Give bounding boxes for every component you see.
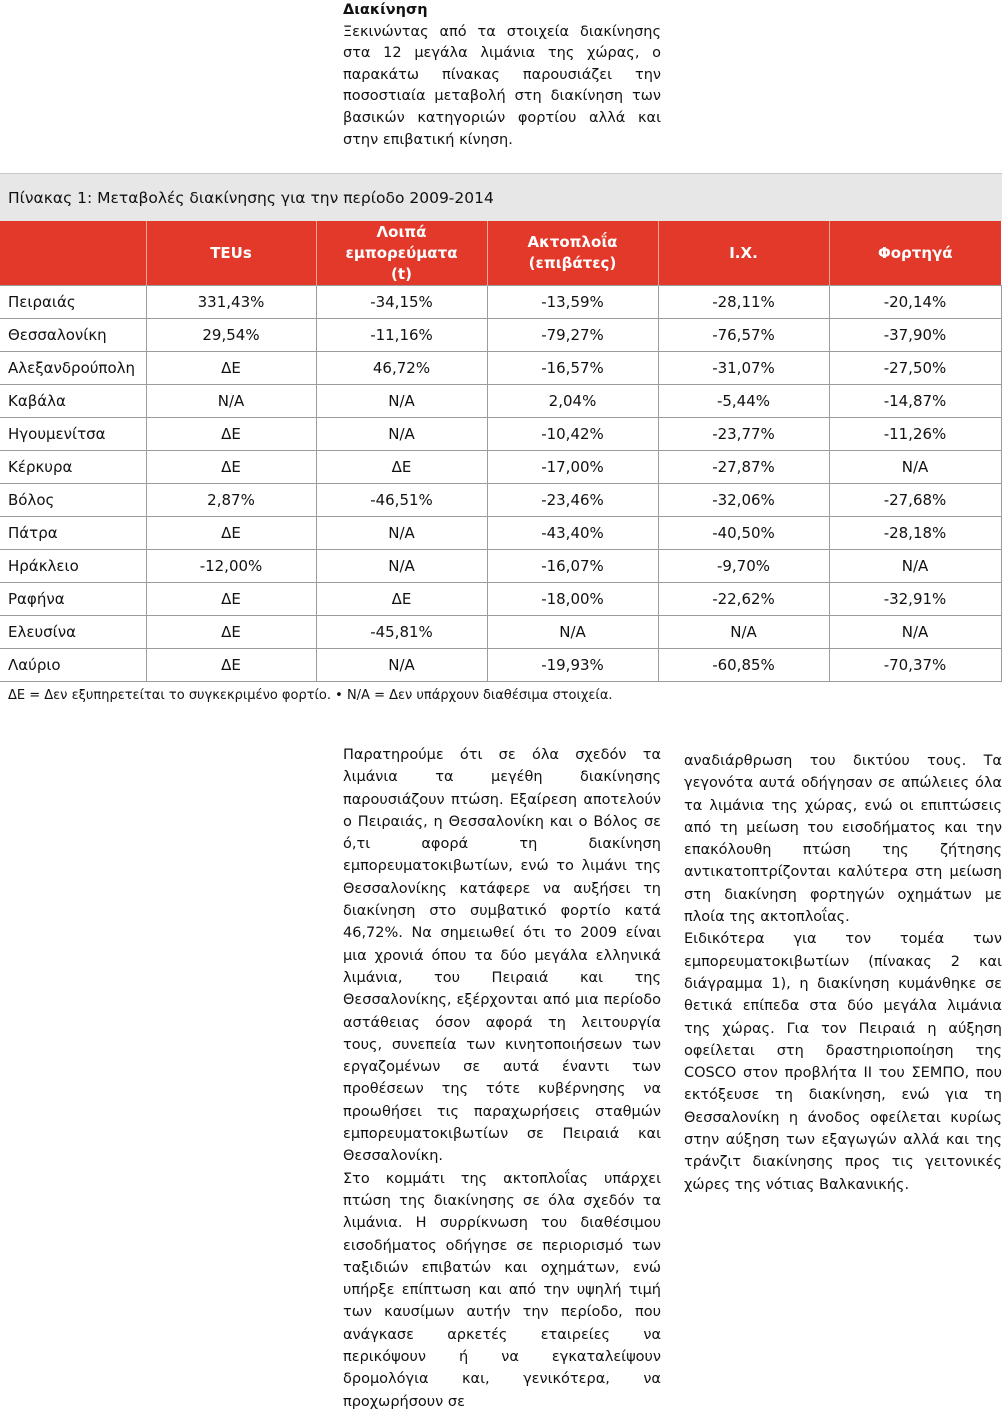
table-row <box>0 286 1001 319</box>
table-row <box>0 616 1001 649</box>
value-cell: -12,00% <box>146 550 316 583</box>
value-cell: N/A <box>316 550 487 583</box>
header-teus: TEUs <box>146 221 316 286</box>
intro-section <box>343 0 661 151</box>
header-private-cars: Ι.Χ. <box>658 221 829 286</box>
value-cell: ΔΕ <box>316 451 487 484</box>
table-row <box>0 484 1001 517</box>
value-cell: -27,87% <box>658 451 829 484</box>
port-name-cell: Ραφήνα <box>0 583 146 616</box>
body-column-left <box>343 744 661 1413</box>
intro-paragraph: Ξεκινώντας από τα στοιχεία διακίνησης στα 12 μεγάλα λιμάνια της χώρας, ο παρακάτω πίνακας παρουσιάζει την ποσοστιαία μεταβολή στη διακίνηση των βασικών κατηγοριών φορτίου αλλά και στην επιβατική κίνηση. <box>343 23 661 148</box>
value-cell: ΔΕ <box>146 352 316 385</box>
value-cell: ΔΕ <box>146 517 316 550</box>
table-row <box>0 517 1001 550</box>
table-row <box>0 649 1001 682</box>
value-cell: ΔΕ <box>146 649 316 682</box>
value-cell: -11,26% <box>829 418 1001 451</box>
value-cell: ΔΕ <box>146 583 316 616</box>
table-caption: Πίνακας 1: Μεταβολές διακίνησης για την περίοδο 2009-2014 <box>0 173 1002 221</box>
value-cell: N/A <box>146 385 316 418</box>
value-cell: -34,15% <box>316 286 487 319</box>
value-cell: -16,07% <box>487 550 658 583</box>
value-cell: -20,14% <box>829 286 1001 319</box>
value-cell: -37,90% <box>829 319 1001 352</box>
value-cell: -46,51% <box>316 484 487 517</box>
table-row <box>0 583 1001 616</box>
table-row <box>0 319 1001 352</box>
body-paragraph: αναδιάρθρωση του δικτύου τους. Τα γεγονότα αυτά οδήγησαν σε απώλειες όλα τα λιμάνια της χώρας, ενώ οι επιπτώσεις από τη μείωση του εισοδήματος και την επακόλουθη πτώση της ζήτησης αντικατοπτρίζονται καλύτερα στη μείωση στη διακίνηση φορτηγών οχημάτων με πλοία της ακτοπλοΐας. <box>684 753 1002 926</box>
table-row <box>0 418 1001 451</box>
table-note: ΔΕ = Δεν εξυπηρετείται το συγκεκριμένο φορτίο. • N/A = Δεν υπάρχουν διαθέσιμα στοιχεία. <box>8 688 613 703</box>
value-cell: N/A <box>316 418 487 451</box>
table-row <box>0 385 1001 418</box>
body-paragraph: Στο κομμάτι της ακτοπλοΐας υπάρχει πτώση της διακίνησης σε όλα σχεδόν τα λιμάνια. Η συρρίκνωση του διαθέσιμου εισοδήματος οδήγησε σε περιορισμό των ταξιδιών επιβατών και οχημάτων, ενώ υπήρξε επίπτωση και από την υψηλή τιμή των καυσίμων αυτήν την περίοδο, που ανάγκασε αρκετές εταιρείες να περικόψουν ή να εγκαταλείψουν δρομολόγια και, γενικότερα, να προχωρήσουν σε <box>343 1170 661 1410</box>
value-cell: -11,16% <box>316 319 487 352</box>
table-row <box>0 451 1001 484</box>
value-cell: -32,06% <box>658 484 829 517</box>
port-name-cell: Κέρκυρα <box>0 451 146 484</box>
section-title: Διακίνηση <box>343 2 428 18</box>
value-cell: -76,57% <box>658 319 829 352</box>
value-cell: -10,42% <box>487 418 658 451</box>
value-cell: 46,72% <box>316 352 487 385</box>
value-cell: 331,43% <box>146 286 316 319</box>
port-name-cell: Πειραιάς <box>0 286 146 319</box>
header-coastal-shipping: Ακτοπλοΐα (επιβάτες) <box>487 221 658 286</box>
port-name-cell: Καβάλα <box>0 385 146 418</box>
value-cell: -9,70% <box>658 550 829 583</box>
value-cell: N/A <box>829 451 1001 484</box>
port-name-cell: Βόλος <box>0 484 146 517</box>
value-cell: -40,50% <box>658 517 829 550</box>
value-cell: -79,27% <box>487 319 658 352</box>
value-cell: 2,87% <box>146 484 316 517</box>
value-cell: ΔΕ <box>146 418 316 451</box>
value-cell: -28,18% <box>829 517 1001 550</box>
value-cell: 2,04% <box>487 385 658 418</box>
value-cell: -19,93% <box>487 649 658 682</box>
value-cell: -13,59% <box>487 286 658 319</box>
value-cell: -31,07% <box>658 352 829 385</box>
value-cell: -28,11% <box>658 286 829 319</box>
value-cell: ΔΕ <box>146 451 316 484</box>
value-cell: -32,91% <box>829 583 1001 616</box>
value-cell: ΔΕ <box>146 616 316 649</box>
port-name-cell: Ελευσίνα <box>0 616 146 649</box>
table-row <box>0 550 1001 583</box>
header-port <box>0 221 146 286</box>
value-cell: -43,40% <box>487 517 658 550</box>
body-paragraph: Παρατηρούμε ότι σε όλα σχεδόν τα λιμάνια τα μεγέθη διακίνησης παρουσιάζουν πτώση. Εξαίρεση αποτελούν ο Πειραιάς, η Θεσσαλονίκη και ο Βόλος σε ό,τι αφορά τη διακίνηση εμπορευματοκιβωτίων, ενώ το λιμάνι της Θεσσαλονίκης κατάφερε να αυξήσει τη διακίνηση στο συμβατικό φορτίο κατά 46,72%. Να σημειωθεί ότι το 2009 είναι μια χρονιά όπου τα δύο μεγάλα ελληνικά λιμάνια, του Πειραιά και της Θεσσαλονίκης, εξέρχονται από μια περίοδο αστάθειας όσον αφορά τη λειτουργία τους, συνεπεία των κινητοποιήσεων των εργαζομένων σε αυτά έναντι των προθέσεων της τότε κυβέρνησης να προωθήσει τις παραχωρήσεις σταθμών εμπορευματοκιβωτίων σε Πειραιά και Θεσσαλονίκη. <box>343 747 661 1165</box>
table-header-row <box>0 221 1001 286</box>
body-column-right <box>684 750 1002 1196</box>
port-name-cell: Θεσσαλονίκη <box>0 319 146 352</box>
traffic-table <box>0 221 1002 682</box>
port-name-cell: Αλεξανδρούπολη <box>0 352 146 385</box>
port-name-cell: Λαύριο <box>0 649 146 682</box>
value-cell: -17,00% <box>487 451 658 484</box>
port-name-cell: Πάτρα <box>0 517 146 550</box>
value-cell: N/A <box>829 550 1001 583</box>
value-cell: -60,85% <box>658 649 829 682</box>
value-cell: N/A <box>316 517 487 550</box>
value-cell: 29,54% <box>146 319 316 352</box>
header-trucks: Φορτηγά <box>829 221 1001 286</box>
value-cell: -23,77% <box>658 418 829 451</box>
value-cell: ΔΕ <box>316 583 487 616</box>
value-cell: -18,00% <box>487 583 658 616</box>
port-name-cell: Ηράκλειο <box>0 550 146 583</box>
value-cell: -5,44% <box>658 385 829 418</box>
value-cell: -27,50% <box>829 352 1001 385</box>
table-body <box>0 286 1001 682</box>
body-paragraph: Ειδικότερα για τον τομέα των εμπορευματοκιβωτίων (πίνακας 2 και διάγραμμα 1), η διακίνηση κυμάνθηκε σε θετικά επίπεδα στα δύο μεγάλα λιμάνια της χώρας. Για τον Πειραιά η αύξηση οφείλεται στη δραστηριοποίηση της COSCO στον προβλήτα ΙΙ του ΣΕΜΠΟ, που εκτόξευσε τη διακίνηση, ενώ για τη Θεσσαλονίκη η άνοδος οφείλεται κυρίως στην αύξηση των εξαγωγών αλλά και της τράνζιτ διακίνησης προς τις γειτονικές χώρες της νότιας Βαλκανικής. <box>684 931 1002 1193</box>
table-row <box>0 352 1001 385</box>
value-cell: -16,57% <box>487 352 658 385</box>
value-cell: -45,81% <box>316 616 487 649</box>
table-block <box>0 173 1002 703</box>
value-cell: -14,87% <box>829 385 1001 418</box>
value-cell: -27,68% <box>829 484 1001 517</box>
value-cell: N/A <box>829 616 1001 649</box>
value-cell: N/A <box>658 616 829 649</box>
port-name-cell: Ηγουμενίτσα <box>0 418 146 451</box>
value-cell: -22,62% <box>658 583 829 616</box>
value-cell: N/A <box>316 649 487 682</box>
value-cell: N/A <box>316 385 487 418</box>
value-cell: N/A <box>487 616 658 649</box>
value-cell: -23,46% <box>487 484 658 517</box>
value-cell: -70,37% <box>829 649 1001 682</box>
header-other-goods: Λοιπά εμπορεύματα (t) <box>316 221 487 286</box>
